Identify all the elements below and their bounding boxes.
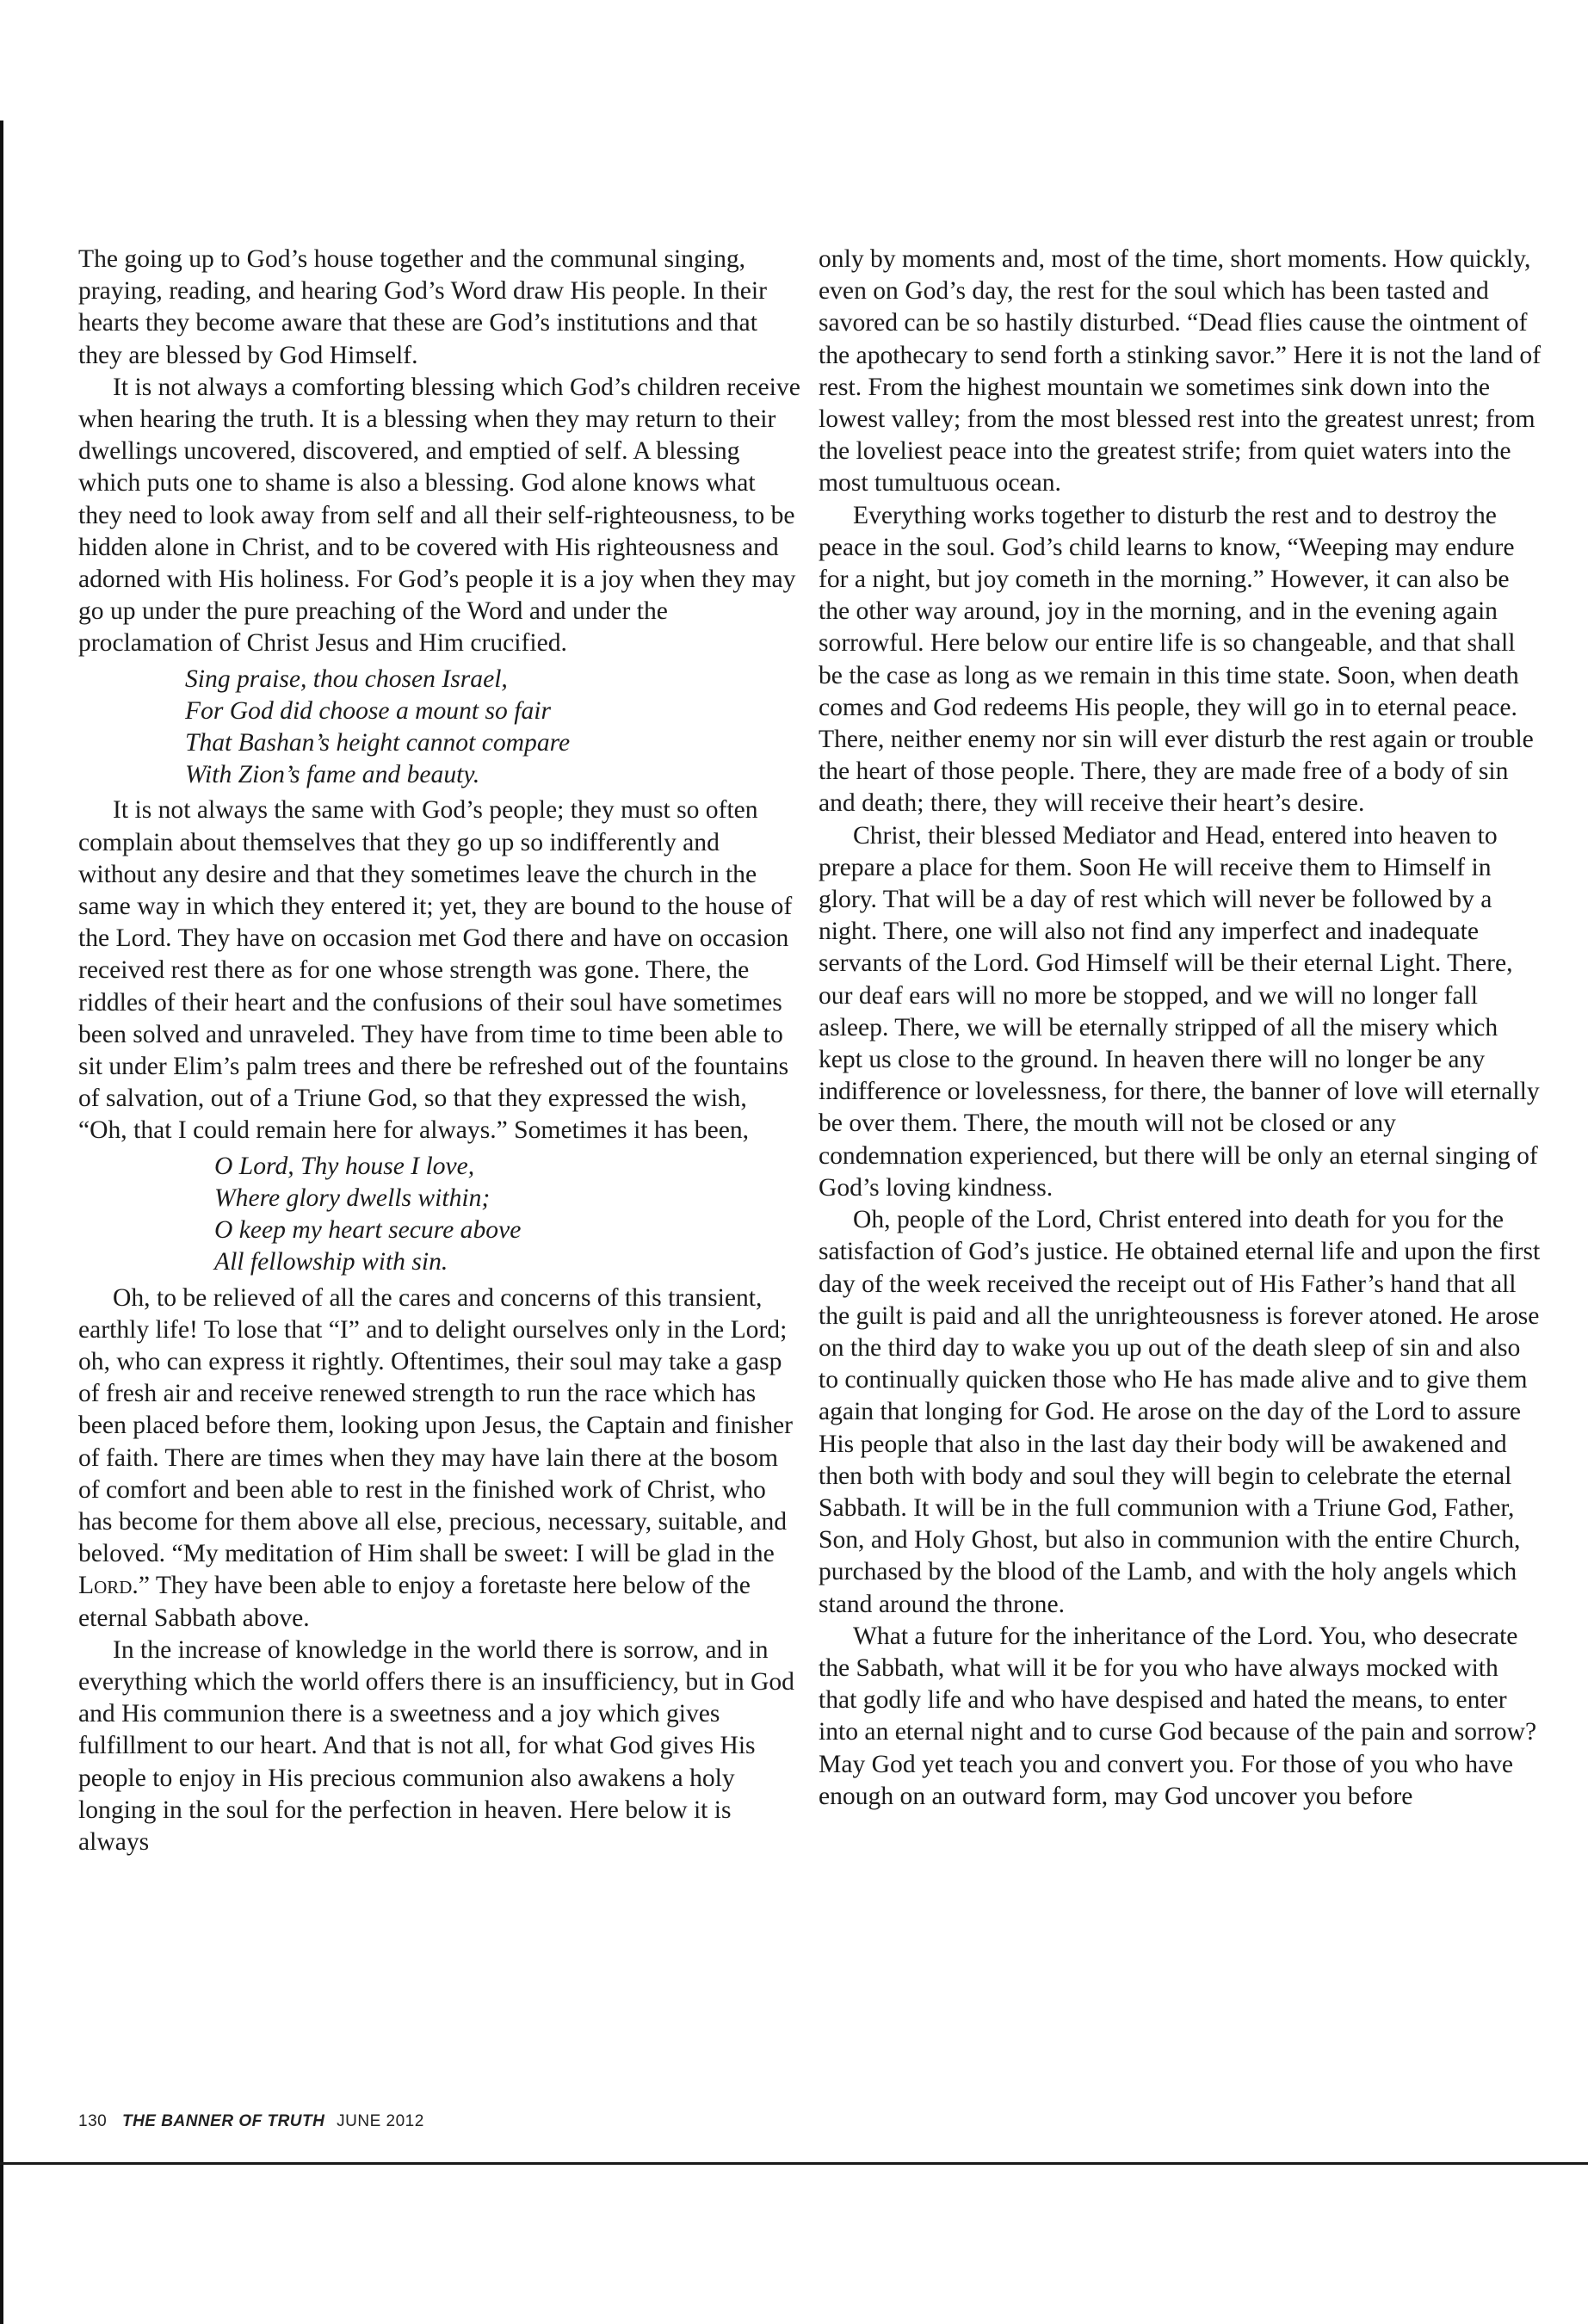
paragraph: It is not always a comforting blessing which God’s children receive when hearing the truth. It is a blessing when they may return to their dwellings uncovered, discovered, and emptied of self. A blessing which puts one to shame is also a blessing. God alone knows what they need to look away from self and all their self-righteousness, to be hidden alone in Christ, and to be covered with His righteousness and adorned with His holiness. For God’s people it is a joy when they may go up under the pure preaching of the Word and under the proclamation of Christ Jesus and Him crucified. [78, 373, 800, 658]
issue-date: JUNE 2012 [337, 2112, 424, 2130]
paragraph: Oh, people of the Lord, Christ entered into death for you for the satisfaction of God’s justice. He obtained eternal life and upon the first day of the week received the receipt out of His Father’s hand that all the guilt is paid and all the unrighteousness is forever atoned. He arose on the third day to wake you up out of the death sleep of sin and also to continually quicken those who He has made alive and to give them again that longing for God. He arose on the day of the Lord to assure His people that also in the last day their body will be awakened and then both with body and soul they will begin to celebrate the eternal Sabbath. It will be in the full communion with a Triune God, Father, Son, and Holy Ghost, but also in communion with the entire Church, purchased by the blood of the Lamb, and with the holy angels which stand around the throne. [819, 1206, 1541, 1618]
verse-line: All fellowship with sin. [214, 1248, 448, 1276]
verse-line: O Lord, Thy house I love, [214, 1152, 475, 1180]
paragraph: The going up to God’s house together and the communal singing, praying, reading, and hearing God’s Word draw His people. In their hearts they become aware that these are God’s institutions and that they are blessed by God Himself. [78, 245, 767, 369]
left-column [78, 244, 801, 1858]
paragraph: What a future for the inheritance of the Lord. You, who desecrate the Sabbath, what will it be for you who have always mocked with that godly life and who have despised and hated the means, to enter into an eternal night and to curse God because of the pain and sorrow? May God yet teach you and convert you. For those of you who have enough on an outward form, may God uncover you before [819, 1622, 1537, 1810]
verse-quote [78, 664, 801, 792]
paragraph: only by moments and, most of the time, short moments. How quickly, even on God’s day, the rest for the soul which has been tasted and savored can be so hastily disturbed. “Dead flies cause the ointment of the apothecary to send forth a stinking savor.” Here it is not the land of rest. From the highest mountain we sometimes sink down into the lowest valley; from the most blessed rest into the greatest unrest; from the loveliest peace into the greatest strife; from quiet waters into the most tumultuous ocean. [819, 245, 1542, 498]
bottom-rule [0, 2162, 1588, 2165]
paragraph: In the increase of knowledge in the world there is sorrow, and in everything which the world offers there is an insufficiency, but in God and His communion there is a sweetness and a joy which gives fulfillment to our heart. And that is not all, for what God gives His people to enjoy in His precious communion also awakens a holy longing in the soul for the perfection in heaven. Here below it is always [78, 1635, 794, 1856]
lord-small-caps: Lord [78, 1572, 133, 1600]
paragraph: It is not always the same with God’s people; they must so often complain about themselves that they go up so indifferently and without any desire and that they sometimes leave the church in the same way in which they entered it; yet, they are bound to the house of the Lord. They have on occasion met God there and have on occasion received rest there as for one whose strength was gone. There, the riddles of their heart and the confusions of their soul have sometimes been solved and unraveled. They have from time to time been able to sit under Elim’s palm trees and there be refreshed out of the fountains of salvation, out of a Triune God, so that they expressed the wish, “Oh, that I could remain here for always.” Sometimes it has been, [78, 796, 793, 1145]
page-number: 130 [78, 2112, 108, 2130]
verse-line: With Zion’s fame and beauty. [185, 761, 480, 789]
paragraph: Christ, their blessed Mediator and Head, entered into heaven to prepare a place for them. Soon He will receive them to Himself in glory. That will be a day of rest which will never be followed by a night. There, one will also not find any imperfect and inadequate servants of the Lord. God Himself will be their eternal Light. There, our deaf ears will no more be stopped, and we will no longer fall asleep. There, we will be eternally stripped of all the misery which kept us close to the ground. In heaven there will no longer be any indifference or lovelessness, for there, the banner of love will eternally be over them. There, the mouth will not be closed or any condemnation experienced, but there will be only an eternal singing of God’s loving kindness. [819, 821, 1540, 1202]
verse-line: O keep my heart secure above [214, 1216, 522, 1245]
verse-quote [78, 1151, 801, 1279]
paragraph-text: Oh, to be relieved of all the cares and concerns of this transient, earthly life! To lose that “I” and to delight ourselves only in the Lord; oh, who can express it rightly. Oftentimes, their soul may take a gasp of fresh air and receive renewed strength to run the race which has been placed before them, looking upon Jesus, the Captain and finisher of faith. There are times when they may have lain there at the bosom of comfort and been able to rest in the finished work of Christ, who has become for them above all else, precious, necessary, suitable, and beloved. “My meditation of Him shall be sweet: I will be glad in the [78, 1283, 794, 1568]
verse-line: Sing praise, thou chosen Israel, [185, 664, 508, 693]
verse-line: Where glory dwells within; [214, 1184, 491, 1212]
magazine-title: THE BANNER OF TRUTH [121, 2112, 325, 2130]
paragraph-text: .” They have been able to enjoy a foretaste here below of the eternal Sabbath above. [78, 1572, 751, 1632]
right-column [819, 244, 1542, 1813]
paragraph [78, 1283, 801, 1635]
verse-line: For God did choose a mount so fair [185, 696, 551, 725]
paragraph: Everything works together to disturb the rest and to destroy the peace in the soul. God’s child learns to know, “Weeping may endure for a night, but joy cometh in the morning.” However, it can also be the other way around, joy in the morning, and in the evening again sorrowful. Here below our entire life is so changeable, and that shall be the case as long as we remain in this time state. Soon, when death comes and God redeems His people, they will go in to eternal peace. There, neither enemy nor sin will ever disturb the rest again or trouble the heart of those people. There, they are made free of a body of sin and death; there, they will receive their heart’s desire. [819, 501, 1534, 818]
verse-line: That Bashan’s height cannot compare [185, 729, 571, 757]
page-footer [78, 2112, 424, 2131]
scan-edge-mark [0, 121, 3, 2324]
